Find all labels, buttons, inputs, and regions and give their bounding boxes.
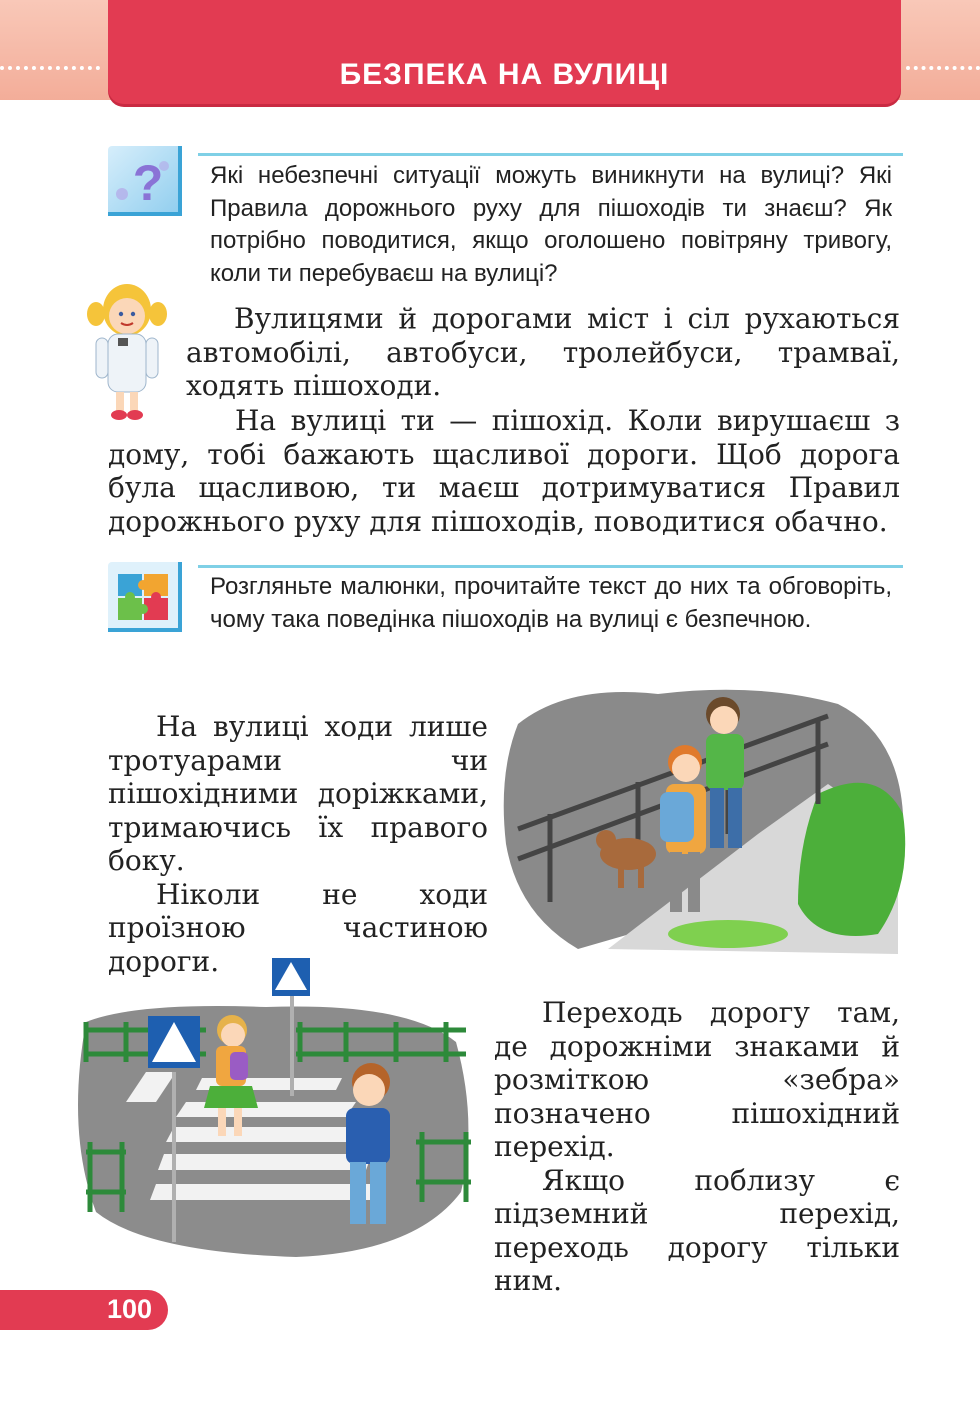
page-title: БЕЗПЕКА НА ВУЛИЦІ [339, 58, 670, 91]
task-text: Розгляньте малюнки, прочитайте текст до них та обговоріть, чому така поведінка пішоходів на вулиці є безпечною. [210, 573, 892, 633]
section1-text: На вулиці ходи лише тротуарами чи пішохідними доріжками, тримаючись їх правого боку. Ніколи не ходи проїзною частиною дороги. [108, 710, 488, 978]
sidewalk-illustration [498, 664, 914, 954]
svg-text:?: ? [132, 155, 164, 211]
page-number-tab [0, 1290, 168, 1330]
question-text: Які небезпечні ситуації можуть виникнути на вулиці? Які Правила дорожнього руху для пішоходів ти знаєш? Як потрібно поводитися, якщо оголошено повітряну тривогу, коли ти перебуваєш на вулиці? [210, 162, 892, 287]
question-rule [198, 153, 903, 156]
task-rule [198, 565, 903, 568]
crossing-illustration [66, 952, 480, 1260]
intro-paragraph-1: Вулицями й дорогами міст і сіл рухаються автомобілі, автобуси, тролейбуси, трамваї, ходять пішоходи. [186, 302, 900, 402]
question-mark-icon [108, 146, 182, 216]
girl-illustration [82, 272, 172, 424]
task-icon [108, 562, 182, 632]
puzzle-icon [108, 562, 182, 632]
question-icon [108, 146, 182, 216]
section2-text: Переходь дорогу там, де дорожніми знаками й розміткою «зебра» позначено пішохідний перехід. Якщо поблизу є підземний перехід, переходь дорогу тільки ним. [494, 996, 900, 1297]
header-dots-right [906, 66, 980, 78]
page-number: 100 [106, 1294, 152, 1324]
header-dots-left [0, 66, 100, 78]
header-tab [108, 0, 901, 104]
intro-paragraph-2: На вулиці ти — пішохід. Коли вирушаєш з дому, тобі бажають щасливої дороги. Щоб дорога була щасливою, ти маєш дотримуватися Правил дорожнього руху для пішоходів, поводитися обачно. [108, 404, 900, 538]
